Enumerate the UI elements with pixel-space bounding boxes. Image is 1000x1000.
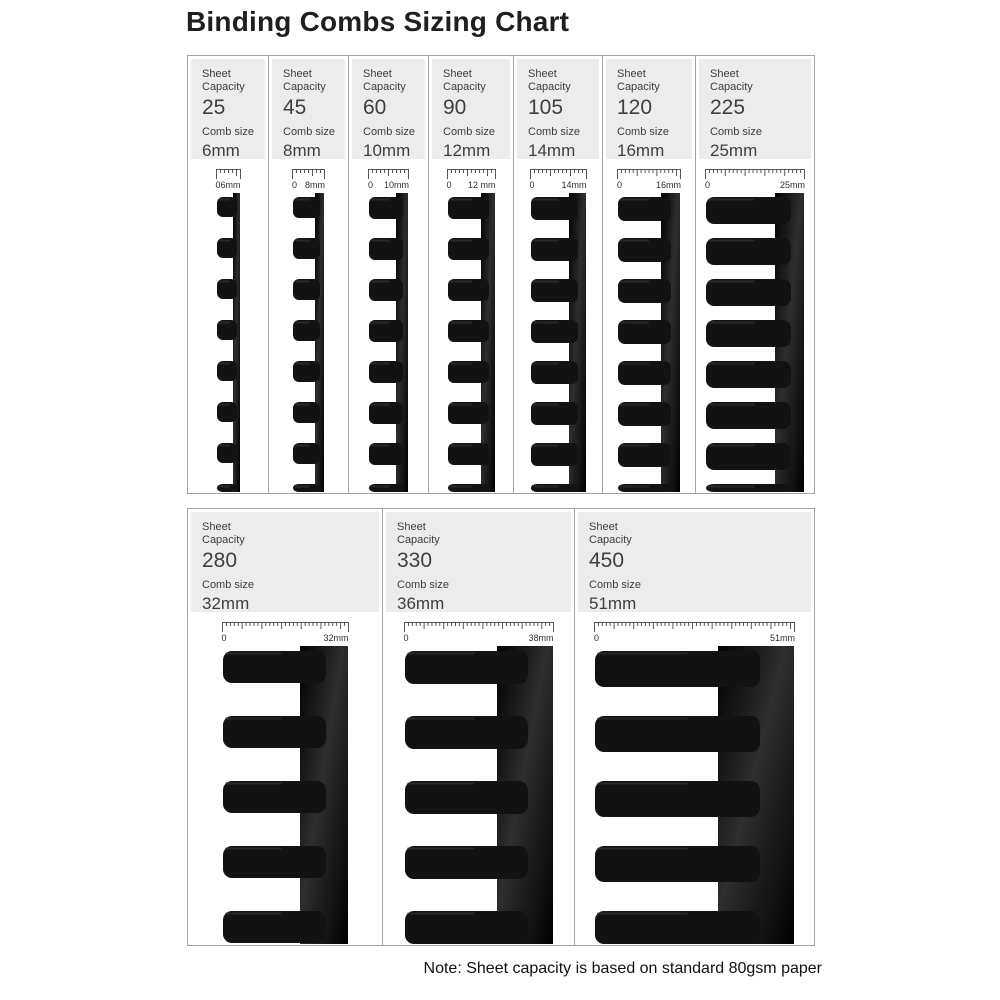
column-header-12mm <box>432 59 510 159</box>
sheet-capacity-label <box>443 68 506 94</box>
ruler-block-14mm <box>530 168 587 191</box>
ruler-labels <box>216 180 241 191</box>
ruler-block-32mm <box>222 621 349 644</box>
comb-size-label: Comb size <box>710 126 762 138</box>
comb-image-36mm <box>405 646 553 944</box>
ruler-zero-label: 0 <box>403 633 409 643</box>
comb-size-label: Comb size <box>397 579 449 591</box>
ruler-block-36mm <box>404 621 554 644</box>
ruler-labels <box>222 633 349 644</box>
comb-size-value: 51mm <box>589 594 637 613</box>
ruler-block-25mm <box>705 168 805 191</box>
comb-image-10mm <box>369 193 408 492</box>
sheet-capacity-label-line1: Sheet <box>202 521 231 533</box>
sheet-capacity-value: 280 <box>202 549 238 572</box>
ruler-51mm <box>594 621 795 633</box>
ruler-zero-label: 0 <box>529 180 535 190</box>
comb-column-14mm <box>513 56 602 493</box>
column-header-25mm <box>699 59 811 159</box>
sheet-capacity-label <box>283 68 341 94</box>
ruler-12mm <box>447 168 496 180</box>
ruler-labels <box>404 633 554 644</box>
sheet-capacity-label-line2: Capacity <box>710 81 753 93</box>
ruler-36mm <box>404 621 554 633</box>
column-header-10mm <box>352 59 425 159</box>
sheet-capacity-label-line2: Capacity <box>617 81 660 93</box>
ruler-16mm <box>617 168 681 180</box>
column-header-14mm <box>517 59 599 159</box>
sheet-capacity-label-line2: Capacity <box>202 534 245 546</box>
column-header-8mm <box>272 59 345 159</box>
sheet-capacity-label-line1: Sheet <box>363 68 392 80</box>
sheet-capacity-label <box>710 68 807 94</box>
ruler-max-label: 10mm <box>383 180 409 190</box>
ruler-block-8mm <box>292 168 325 191</box>
comb-image-25mm <box>706 193 804 492</box>
ruler-zero-label: 0 <box>594 633 600 643</box>
sheet-capacity-value: 120 <box>617 96 653 119</box>
sheet-capacity-value: 45 <box>283 96 307 119</box>
ruler-block-16mm <box>617 168 681 191</box>
comb-size-value: 32mm <box>202 594 250 613</box>
column-header-32mm <box>191 512 379 612</box>
comb-wrap-8mm <box>293 193 324 493</box>
comb-image-16mm <box>618 193 680 492</box>
comb-column-16mm <box>602 56 695 493</box>
comb-size-label: Comb size <box>202 126 254 138</box>
comb-wrap-10mm <box>369 193 408 493</box>
sheet-capacity-label-line2: Capacity <box>283 81 326 93</box>
ruler-max-label: 16mm <box>655 180 681 190</box>
sheet-capacity-value: 450 <box>589 549 625 572</box>
ruler-block-10mm <box>368 168 409 191</box>
comb-wrap-25mm <box>706 193 804 493</box>
ruler-labels <box>292 180 325 191</box>
comb-wrap-12mm <box>448 193 495 493</box>
comb-size-label: Comb size <box>528 126 580 138</box>
comb-size-label: Comb size <box>202 579 254 591</box>
comb-column-32mm <box>188 509 382 945</box>
column-header-51mm <box>578 512 811 612</box>
sheet-capacity-label <box>528 68 595 94</box>
comb-size-label: Comb size <box>617 126 669 138</box>
sheet-capacity-value: 225 <box>710 96 746 119</box>
ruler-6mm <box>216 168 241 180</box>
ruler-zero-label: 0 <box>292 180 298 190</box>
sheet-capacity-label <box>589 521 807 547</box>
sheet-capacity-label-line2: Capacity <box>443 81 486 93</box>
comb-size-value: 8mm <box>283 141 321 160</box>
ruler-block-51mm <box>594 621 795 644</box>
comb-wrap-6mm <box>217 193 240 493</box>
ruler-max-label: 8mm <box>305 180 325 190</box>
ruler-zero-label: 0 <box>705 180 711 190</box>
ruler-10mm <box>368 168 409 180</box>
comb-size-value: 25mm <box>710 141 758 160</box>
sheet-capacity-label-line1: Sheet <box>202 68 231 80</box>
comb-size-label: Comb size <box>589 579 641 591</box>
comb-wrap-14mm <box>531 193 586 493</box>
sheet-capacity-label <box>617 68 688 94</box>
comb-image-6mm <box>217 193 240 492</box>
sheet-capacity-label <box>363 68 421 94</box>
ruler-zero-label: 0 <box>446 180 452 190</box>
ruler-labels <box>594 633 795 644</box>
comb-image-32mm <box>223 646 348 944</box>
comb-column-6mm <box>188 56 268 493</box>
sheet-capacity-value: 60 <box>363 96 387 119</box>
comb-size-label: Comb size <box>363 126 415 138</box>
comb-size-value: 10mm <box>363 141 411 160</box>
ruler-zero-label: 0 <box>215 180 221 190</box>
sheet-capacity-value: 330 <box>397 549 433 572</box>
ruler-zero-label: 0 <box>368 180 374 190</box>
sheet-capacity-label-line1: Sheet <box>443 68 472 80</box>
ruler-max-label: 14mm <box>561 180 587 190</box>
ruler-zero-label: 0 <box>617 180 623 190</box>
ruler-max-label: 25mm <box>779 180 805 190</box>
comb-size-label: Comb size <box>443 126 495 138</box>
comb-column-36mm <box>382 509 574 945</box>
ruler-labels <box>368 180 409 191</box>
comb-size-value: 12mm <box>443 141 491 160</box>
ruler-14mm <box>530 168 587 180</box>
comb-wrap-32mm <box>223 646 348 945</box>
comb-wrap-16mm <box>618 193 680 493</box>
comb-size-value: 16mm <box>617 141 665 160</box>
comb-size-value: 36mm <box>397 594 445 613</box>
ruler-zero-label: 0 <box>221 633 227 643</box>
comb-column-8mm <box>268 56 348 493</box>
ruler-max-label: 32mm <box>323 633 349 643</box>
sheet-capacity-value: 105 <box>528 96 564 119</box>
sheet-capacity-label-line2: Capacity <box>202 81 245 93</box>
bottom-row-panel <box>187 508 815 946</box>
comb-size-value: 6mm <box>202 141 240 160</box>
ruler-max-label: 51mm <box>769 633 795 643</box>
column-header-6mm <box>191 59 265 159</box>
ruler-max-label: 12 mm <box>467 180 496 190</box>
ruler-25mm <box>705 168 805 180</box>
sheet-capacity-label-line2: Capacity <box>397 534 440 546</box>
footnote: Note: Sheet capacity is based on standard 80gsm paper <box>423 960 822 977</box>
column-header-16mm <box>606 59 692 159</box>
ruler-8mm <box>292 168 325 180</box>
sheet-capacity-label <box>202 68 261 94</box>
sheet-capacity-label-line1: Sheet <box>283 68 312 80</box>
sheet-capacity-label-line2: Capacity <box>589 534 632 546</box>
comb-size-value: 14mm <box>528 141 576 160</box>
comb-column-51mm <box>574 509 814 945</box>
sheet-capacity-label <box>202 521 375 547</box>
ruler-block-12mm <box>447 168 496 191</box>
sheet-capacity-label-line1: Sheet <box>528 68 557 80</box>
sheet-capacity-label-line2: Capacity <box>363 81 406 93</box>
comb-image-14mm <box>531 193 586 492</box>
ruler-32mm <box>222 621 349 633</box>
comb-image-12mm <box>448 193 495 492</box>
comb-size-label: Comb size <box>283 126 335 138</box>
comb-column-12mm <box>428 56 513 493</box>
column-header-36mm <box>386 512 571 612</box>
ruler-labels <box>447 180 496 191</box>
comb-column-10mm <box>348 56 428 493</box>
sheet-capacity-value: 25 <box>202 96 226 119</box>
comb-wrap-51mm <box>595 646 794 945</box>
sheet-capacity-label-line1: Sheet <box>617 68 646 80</box>
ruler-labels <box>705 180 805 191</box>
ruler-max-label: 38mm <box>528 633 554 643</box>
comb-image-8mm <box>293 193 324 492</box>
comb-image-51mm <box>595 646 794 944</box>
page-title: Binding Combs Sizing Chart <box>186 6 570 37</box>
sheet-capacity-value: 90 <box>443 96 467 119</box>
ruler-block-6mm <box>216 168 241 191</box>
comb-wrap-36mm <box>405 646 553 945</box>
ruler-labels <box>617 180 681 191</box>
sheet-capacity-label-line2: Capacity <box>528 81 571 93</box>
ruler-labels <box>530 180 587 191</box>
sheet-capacity-label <box>397 521 567 547</box>
top-row-panel <box>187 55 815 494</box>
sheet-capacity-label-line1: Sheet <box>710 68 739 80</box>
sheet-capacity-label-line1: Sheet <box>397 521 426 533</box>
ruler-max-label: 6mm <box>220 180 241 190</box>
sheet-capacity-label-line1: Sheet <box>589 521 618 533</box>
comb-column-25mm <box>695 56 814 493</box>
